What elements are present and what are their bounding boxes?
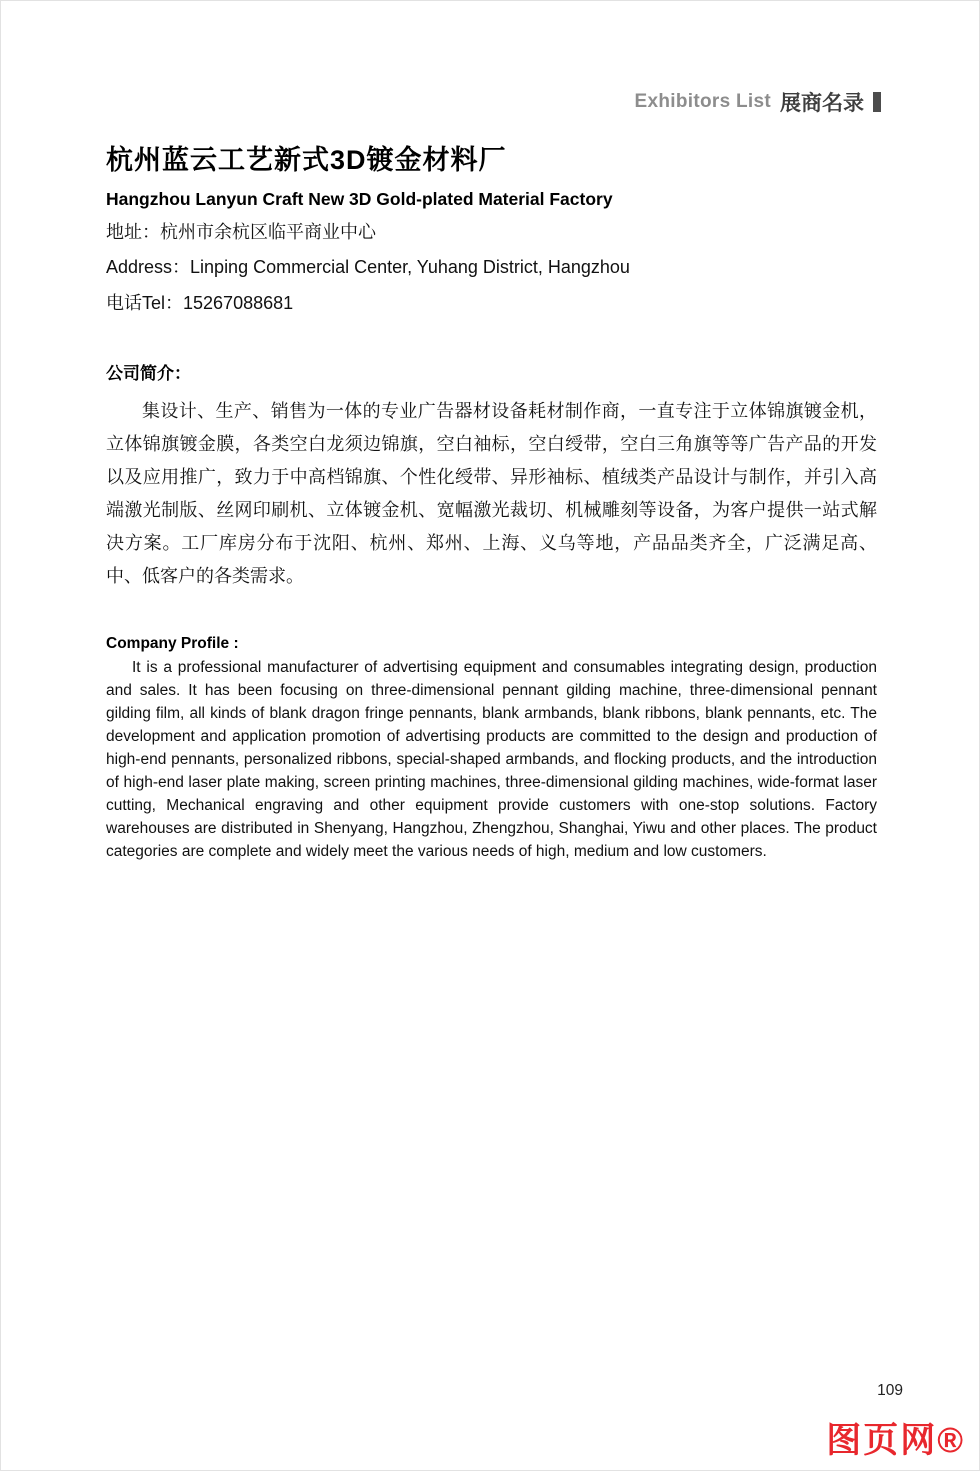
profile-body-zh: 集设计、生产、销售为一体的专业广告器材设备耗材制作商，一直专注于立体锦旗镀金机，立体锦旗镀金膜，各类空白龙须边锦旗，空白袖标，空白绶带，空白三角旗等等广告产品的开发以及应用推广，致力于中高档锦旗、个性化绶带、异形袖标、植绒类产品设计与制作，并引入高端激光制版、丝网印刷机、立体镀金机、宽幅激光裁切、机械雕刻等设备，为客户提供一站式解决方案。工厂库房分布于沈阳、杭州、郑州、上海、义乌等地，产品品类齐全，广泛满足高、中、低客户的各类需求。 bbox=[106, 401, 877, 587]
company-name-en: Hangzhou Lanyun Craft New 3D Gold-plated Material Factory bbox=[106, 189, 613, 210]
watermark-logo: 图页网® bbox=[826, 1421, 965, 1460]
profile-section-zh bbox=[106, 359, 877, 593]
profile-heading-zh: 公司简介： bbox=[106, 364, 191, 384]
header-title-en: Exhibitors List bbox=[634, 91, 771, 112]
page-number: 109 bbox=[877, 1382, 903, 1399]
header-title-zh: 展商名录 bbox=[780, 92, 864, 115]
page-header bbox=[635, 87, 881, 117]
profile-section-en bbox=[106, 635, 877, 863]
company-name-zh: 杭州蓝云工艺新式3D镀金材料厂 bbox=[106, 145, 507, 175]
company-address-zh: 地址：杭州市余杭区临平商业中心 bbox=[106, 222, 376, 243]
profile-body-en: It is a professional manufacturer of advertising equipment and consumables integrating design, production and sales. It has been focusing on three-dimensional pennant gilding machine, three-dimensional pennant gilding film, all kinds of blank dragon fringe pennants, blank armbands, blank ribbons, blank pennants, etc. The development and application promotion of advertising products are committed to the design and production of high-end pennants, personalized ribbons, special-shaped armbands, and flocking products, and the introduction of high-end laser plate making, screen printing machines, three-dimensional gilding machines, wide-format laser cutting, Mechanical engraving and other equipment provide customers with one-stop solutions. Factory warehouses are distributed in Shenyang, Hangzhou, Zhengzhou, Shanghai, Yiwu and other places. The product categories are complete and widely meet the various needs of high, medium and low customers. bbox=[106, 659, 877, 861]
profile-heading-en: Company Profile : bbox=[106, 635, 239, 653]
company-address-en: Address：Linping Commercial Center, Yuhang District, Hangzhou bbox=[106, 257, 630, 278]
content-area bbox=[106, 144, 877, 863]
header-accent-bar bbox=[873, 92, 881, 112]
company-phone: 电话Tel：15267088681 bbox=[106, 292, 294, 313]
